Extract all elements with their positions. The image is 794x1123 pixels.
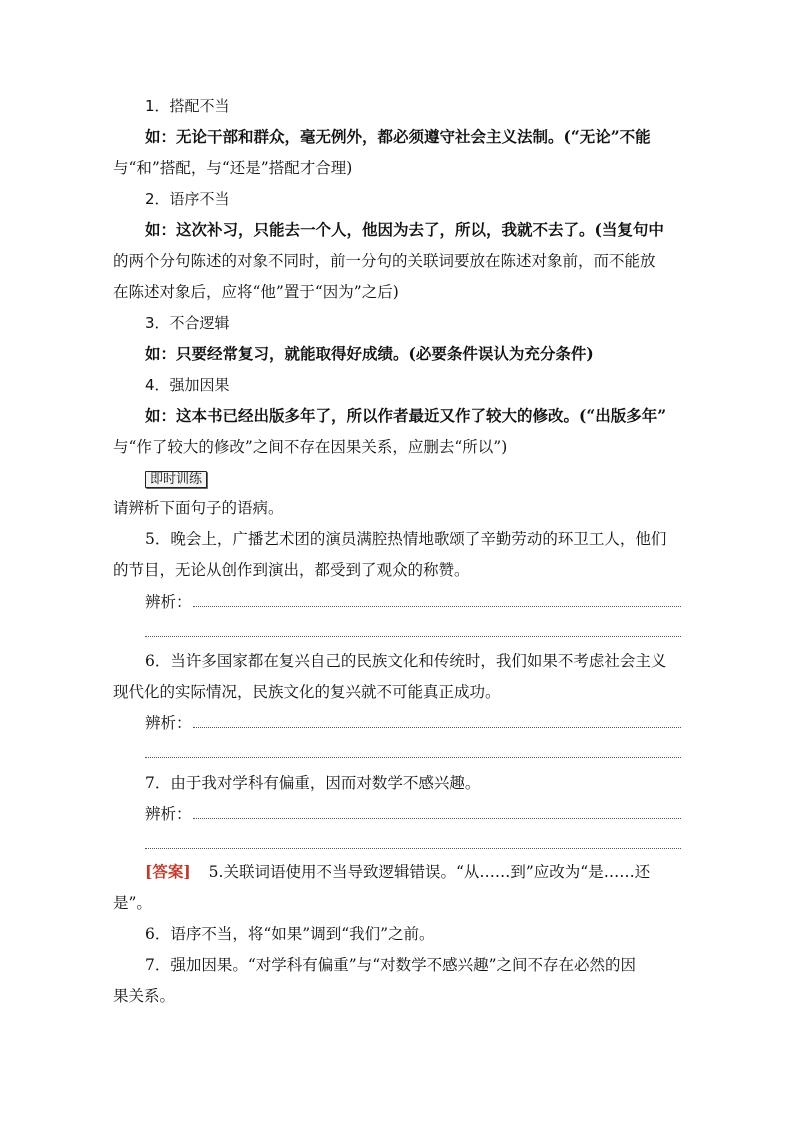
answer-6: 6．语序不当，将“如果”调到“我们”之前。 [145, 925, 435, 943]
question-5-line-2: 的节目，无论从创作到演出，都受到了观众的称赞。 [113, 561, 470, 579]
question-6-line-2: 现代化的实际情况，民族文化的复兴就不可能真正成功。 [113, 683, 501, 701]
question-6-answer-blank[interactable] [145, 713, 681, 733]
answer-5-text: 5.关联词语使用不当导致逻辑错误。“从……到”应改为“是……还 [208, 863, 651, 881]
question-5-line-1: 5．晚会上，广播艺术团的演员满腔热情地歌颂了辛勤劳动的环卫工人，他们 [145, 530, 667, 548]
section-3-example: 如：只要经常复习，就能取得好成绩。(必要条件误认为充分条件) [145, 344, 594, 363]
analysis-label: 辨析： [145, 593, 192, 611]
question-7-answer-blank[interactable] [145, 804, 681, 824]
question-7-answer-blank-2[interactable] [145, 834, 681, 854]
section-4-explanation: 与“作了较大的修改”之间不存在因果关系，应删去“所以”) [113, 438, 508, 456]
section-3-title: 3．不合逻辑 [145, 314, 230, 332]
dotted-answer-line [193, 818, 681, 819]
answer-7-line-2: 果关系。 [113, 987, 176, 1005]
section-2-title: 2．语序不当 [145, 190, 230, 208]
section-2-explanation-2: 在陈述对象后，应将“他”置于“因为”之后) [113, 283, 399, 301]
question-5-answer-blank[interactable] [145, 592, 681, 612]
section-2-example: 如：这次补习，只能去一个人，他因为去了，所以，我就不去了。(当复句中 [145, 220, 664, 239]
practice-instruction: 请辨析下面句子的语病。 [113, 499, 284, 517]
question-7-line-1: 7．由于我对学科有偏重，因而对数学不感兴趣。 [145, 774, 481, 792]
answer-5-line-2: 是”。 [113, 894, 152, 912]
answer-5-line-1 [145, 862, 650, 882]
section-4-title: 4．强加因果 [145, 376, 230, 394]
analysis-label: 辨析： [145, 714, 192, 732]
dotted-answer-line [145, 757, 681, 758]
dotted-answer-line [145, 636, 681, 637]
dotted-answer-line [193, 606, 681, 607]
section-4-example: 如：这本书已经出版多年了，所以作者最近又作了较大的修改。(“出版多年” [145, 406, 667, 425]
section-1-explanation: 与“和”搭配，与“还是”搭配才合理) [113, 159, 353, 177]
analysis-label: 辨析： [145, 805, 192, 823]
question-5-answer-blank-2[interactable] [145, 622, 681, 642]
dotted-answer-line [193, 727, 681, 728]
dotted-answer-line [145, 848, 681, 849]
question-6-line-1: 6．当许多国家都在复兴自己的民族文化和传统时，我们如果不考虑社会主义 [145, 652, 667, 670]
practice-tag: 即时训练 [145, 471, 207, 488]
section-1-title: 1．搭配不当 [145, 97, 230, 115]
section-1-example: 如：无论干部和群众，毫无例外，都必须遵守社会主义法制。(“无论”不能 [145, 127, 651, 146]
answer-tag: [答案] [145, 862, 191, 881]
question-6-answer-blank-2[interactable] [145, 743, 681, 763]
answer-7-line-1: 7．强加因果。“对学科有偏重”与“对数学不感兴趣”之间不存在必然的因 [145, 956, 637, 974]
section-2-explanation-1: 的两个分句陈述的对象不同时，前一分句的关联词要放在陈述对象前，而不能放 [113, 252, 656, 270]
